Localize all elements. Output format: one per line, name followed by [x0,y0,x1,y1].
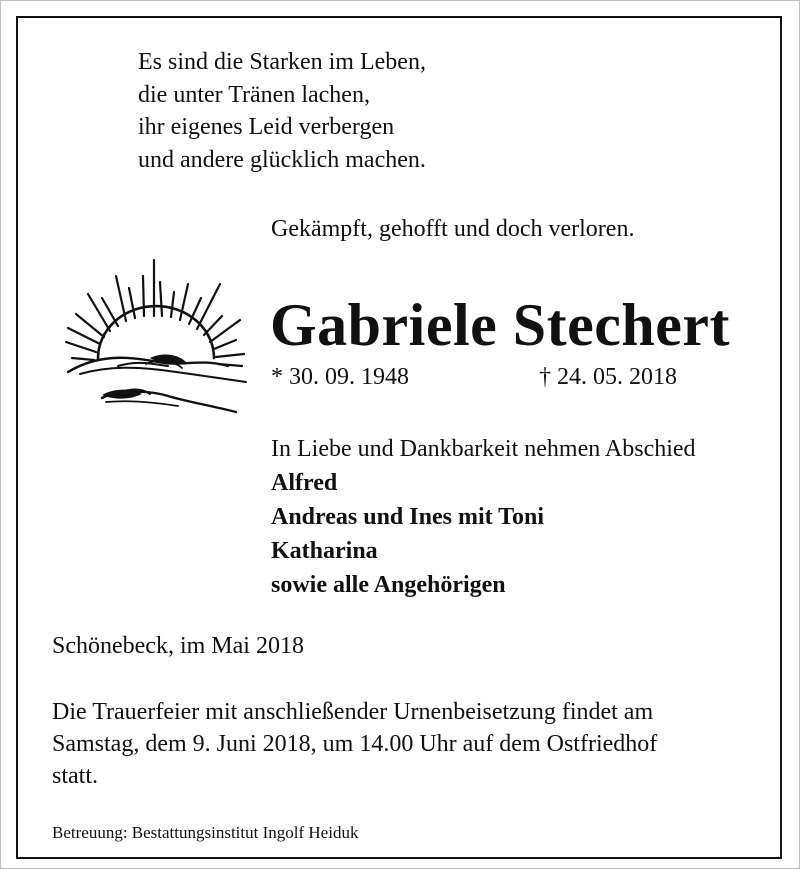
birth-date: * 30. 09. 1948 [271,364,409,390]
family-section [271,432,696,602]
deceased-name: Gabriele Stechert [270,292,730,358]
sunset-over-hills-icon [58,254,248,419]
poem-line: die unter Tränen lachen, [138,81,370,108]
family-member: Katharina [271,538,378,564]
death-date: † 24. 05. 2018 [539,364,677,390]
ceremony-line: Die Trauerfeier mit anschließender Urnenbeisetzung findet am [52,699,654,725]
poem-line: ihr eigenes Leid verbergen [138,114,395,140]
poem-line: Es sind die Starken im Leben, [138,49,426,75]
ceremony-line: statt. [52,763,98,789]
poem-line: und andere glücklich machen. [138,146,426,173]
family-member: sowie alle Angehörigen [271,572,506,598]
notice-frame [16,16,782,859]
ceremony-line: Samstag, dem 9. Juni 2018, um 14.00 Uhr auf dem Ostfriedhof [52,731,658,757]
ceremony-info [52,696,792,792]
funeral-care-note: Betreuung: Bestattungsinstitut Ingolf Heiduk [52,823,359,842]
family-intro: In Liebe und Dankbarkeit nehmen Abschied [271,436,696,462]
poem [138,46,426,176]
family-member: Alfred [271,470,338,496]
family-member: Andreas und Ines mit Toni [271,504,544,530]
place-date: Schönebeck, im Mai 2018 [52,633,304,659]
motto: Gekämpft, gehofft und doch verloren. [271,216,635,242]
